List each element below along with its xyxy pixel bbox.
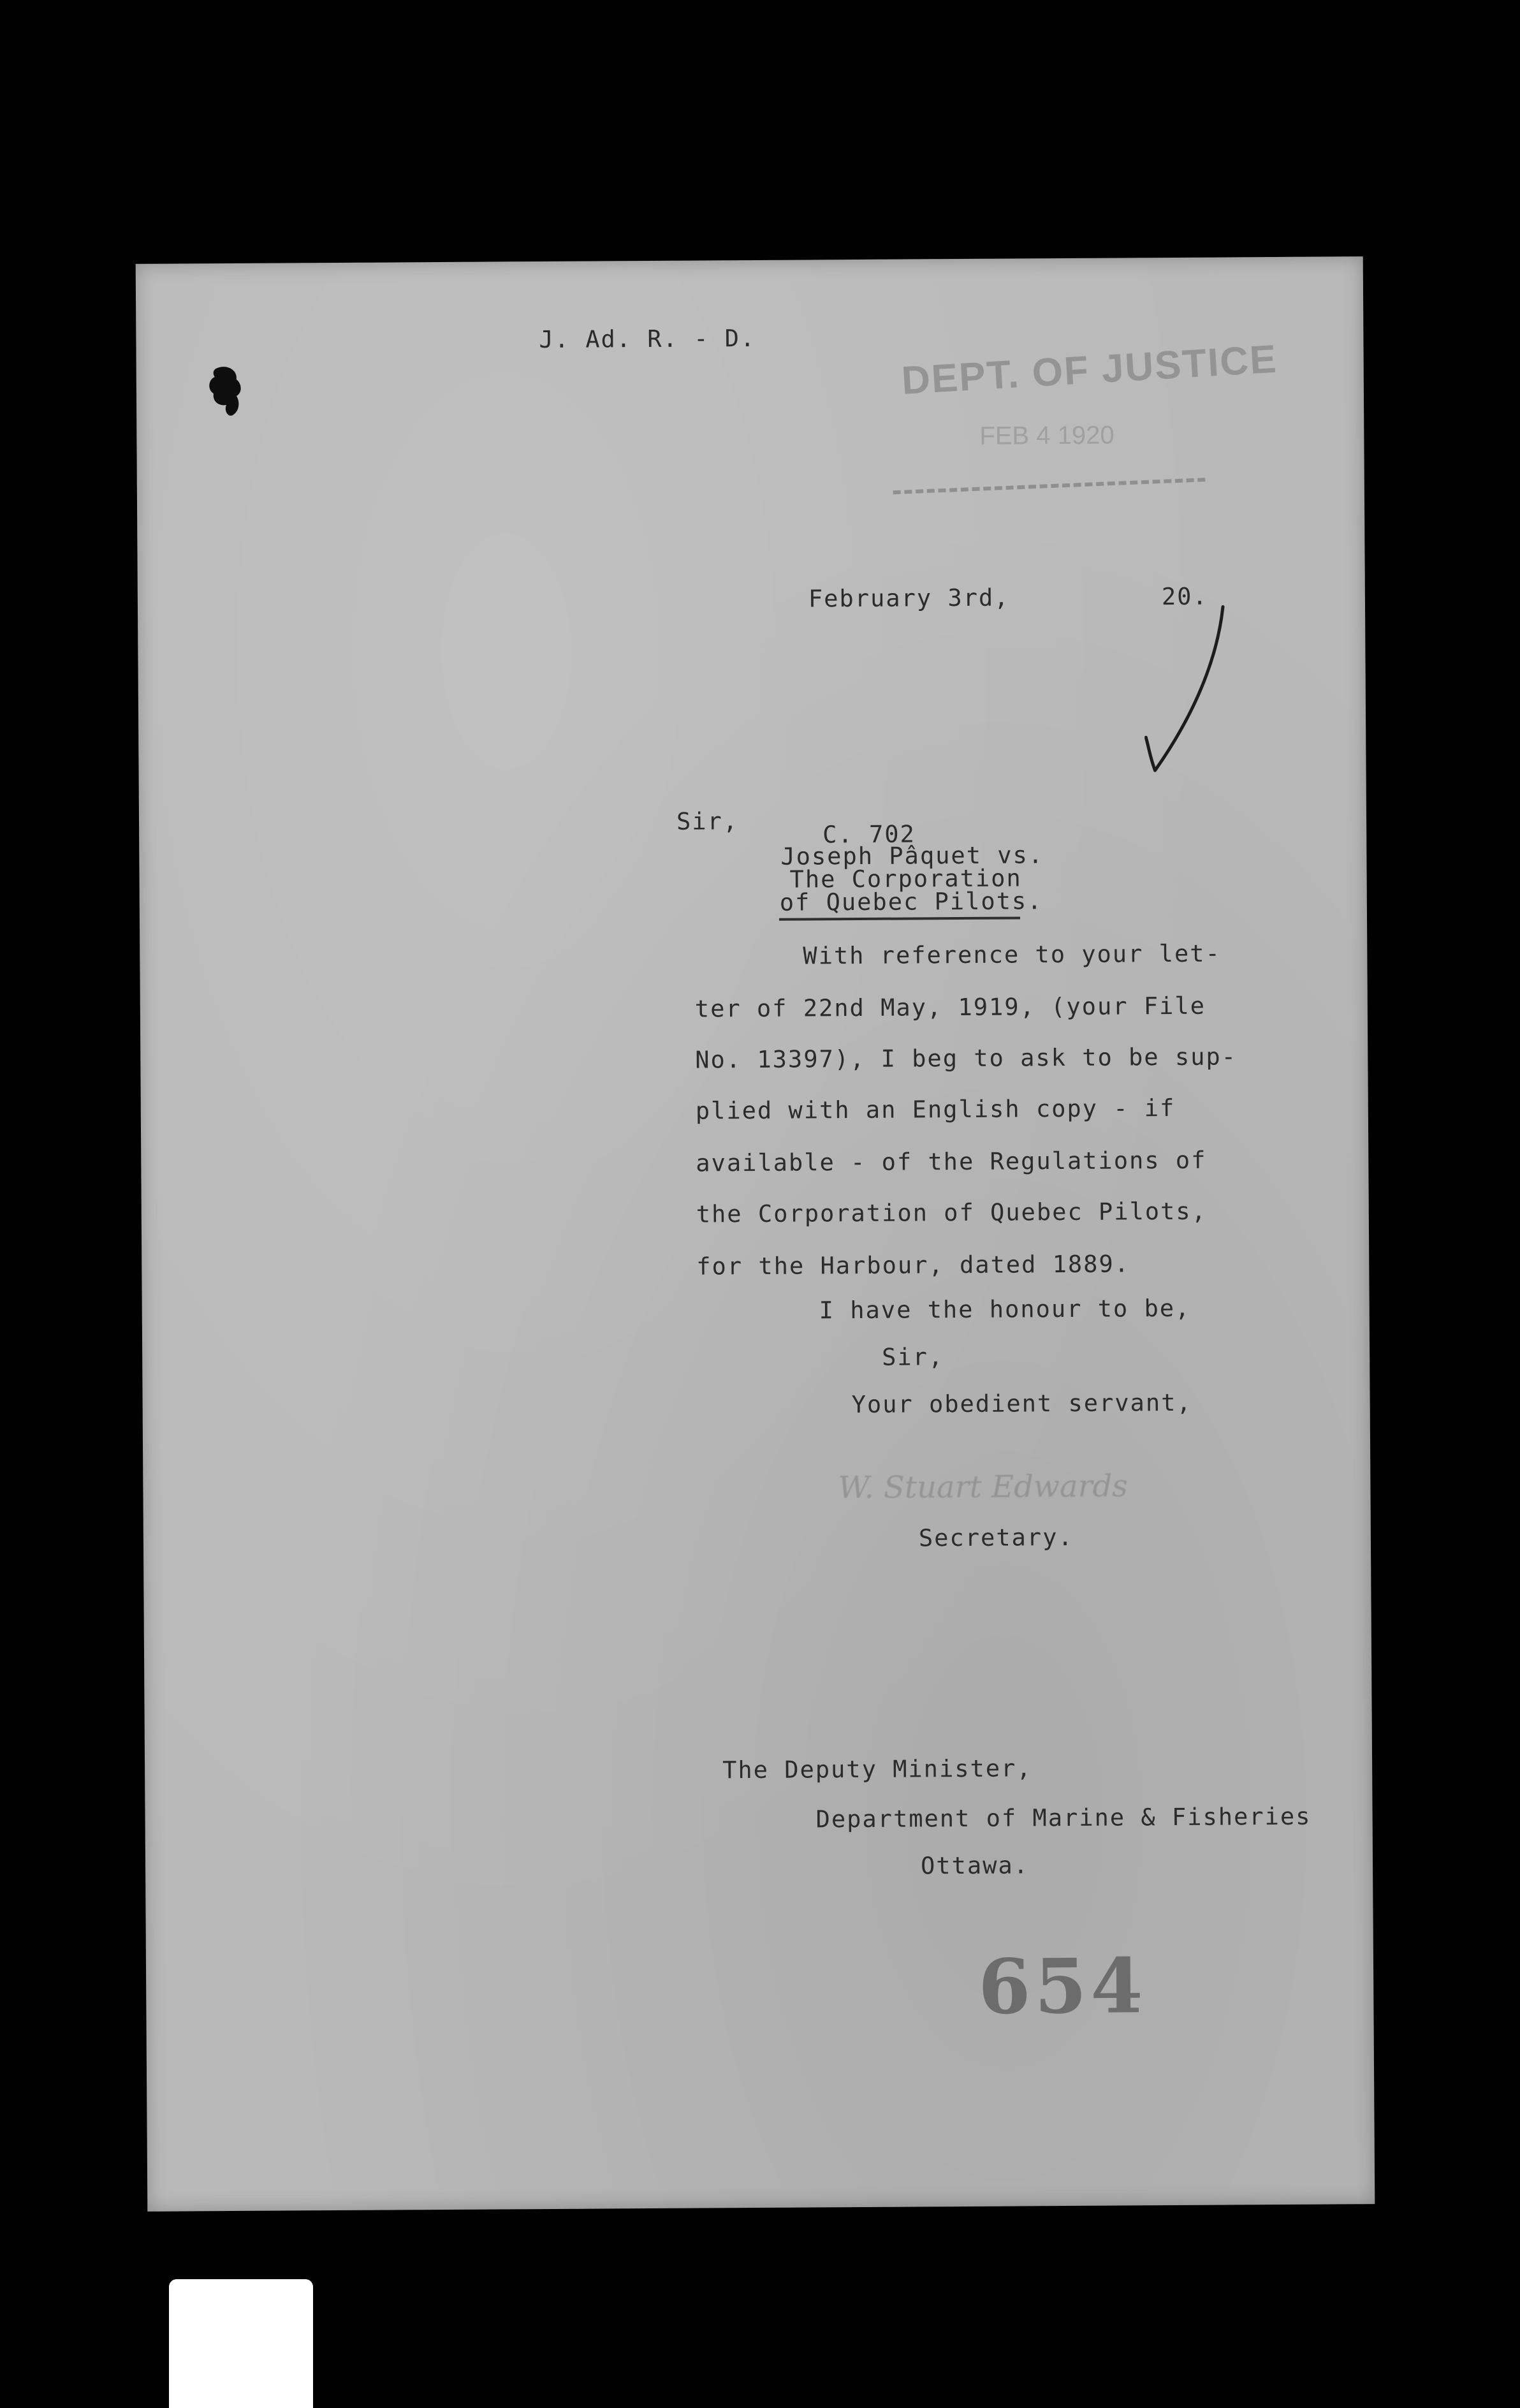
addressee-line-2: Department of Marine & Fisheries bbox=[815, 1802, 1312, 1833]
subject-line-2: The Corporation bbox=[789, 864, 1022, 893]
salutation: Sir, bbox=[676, 807, 739, 835]
received-stamp: DEPT. OF JUSTICE bbox=[900, 337, 1279, 403]
body-line-4: plied with an English copy - if bbox=[695, 1094, 1176, 1125]
letter-date: February 3rd, bbox=[808, 584, 1010, 613]
closing-line-3: Your obedient servant, bbox=[851, 1388, 1192, 1419]
addressee-line-3: Ottawa. bbox=[920, 1851, 1030, 1880]
stamp-divider bbox=[893, 478, 1206, 506]
signatory-title: Secretary. bbox=[918, 1523, 1074, 1552]
body-line-1: With reference to your let- bbox=[803, 939, 1221, 970]
page-shadow bbox=[136, 256, 1375, 2212]
page-number: 654 bbox=[977, 1941, 1147, 2031]
body-line-2: ter of 22nd May, 1919, (your File bbox=[694, 992, 1206, 1023]
ink-blot-icon bbox=[205, 364, 246, 418]
addressee-line-1: The Deputy Minister, bbox=[722, 1754, 1032, 1784]
checkmark-icon bbox=[1144, 603, 1241, 775]
subject-line-3: of Quebec Pilots. bbox=[779, 887, 1043, 916]
closing-line-1: I have the honour to be, bbox=[819, 1294, 1191, 1325]
subject-line-1: Joseph Pâquet vs. bbox=[780, 841, 1044, 870]
stamp-date: FEB 4 1920 bbox=[979, 421, 1114, 450]
letter-year: 20. bbox=[1161, 582, 1208, 611]
subject-underline bbox=[779, 916, 1020, 920]
body-line-6: the Corporation of Quebec Pilots, bbox=[696, 1197, 1208, 1228]
reference-code: J. Ad. R. - D. bbox=[539, 324, 756, 354]
body-line-5: available - of the Regulations of bbox=[696, 1146, 1207, 1177]
body-line-3: No. 13397), I beg to ask to be sup- bbox=[695, 1043, 1238, 1074]
case-number: C. 702 bbox=[822, 820, 916, 849]
body-line-7: for the Harbour, dated 1889. bbox=[696, 1250, 1130, 1281]
white-tab-marker bbox=[169, 2279, 313, 2408]
signature: W. Stuart Edwards bbox=[838, 1468, 1129, 1506]
document-page bbox=[136, 256, 1375, 2212]
closing-line-2: Sir, bbox=[882, 1343, 944, 1371]
